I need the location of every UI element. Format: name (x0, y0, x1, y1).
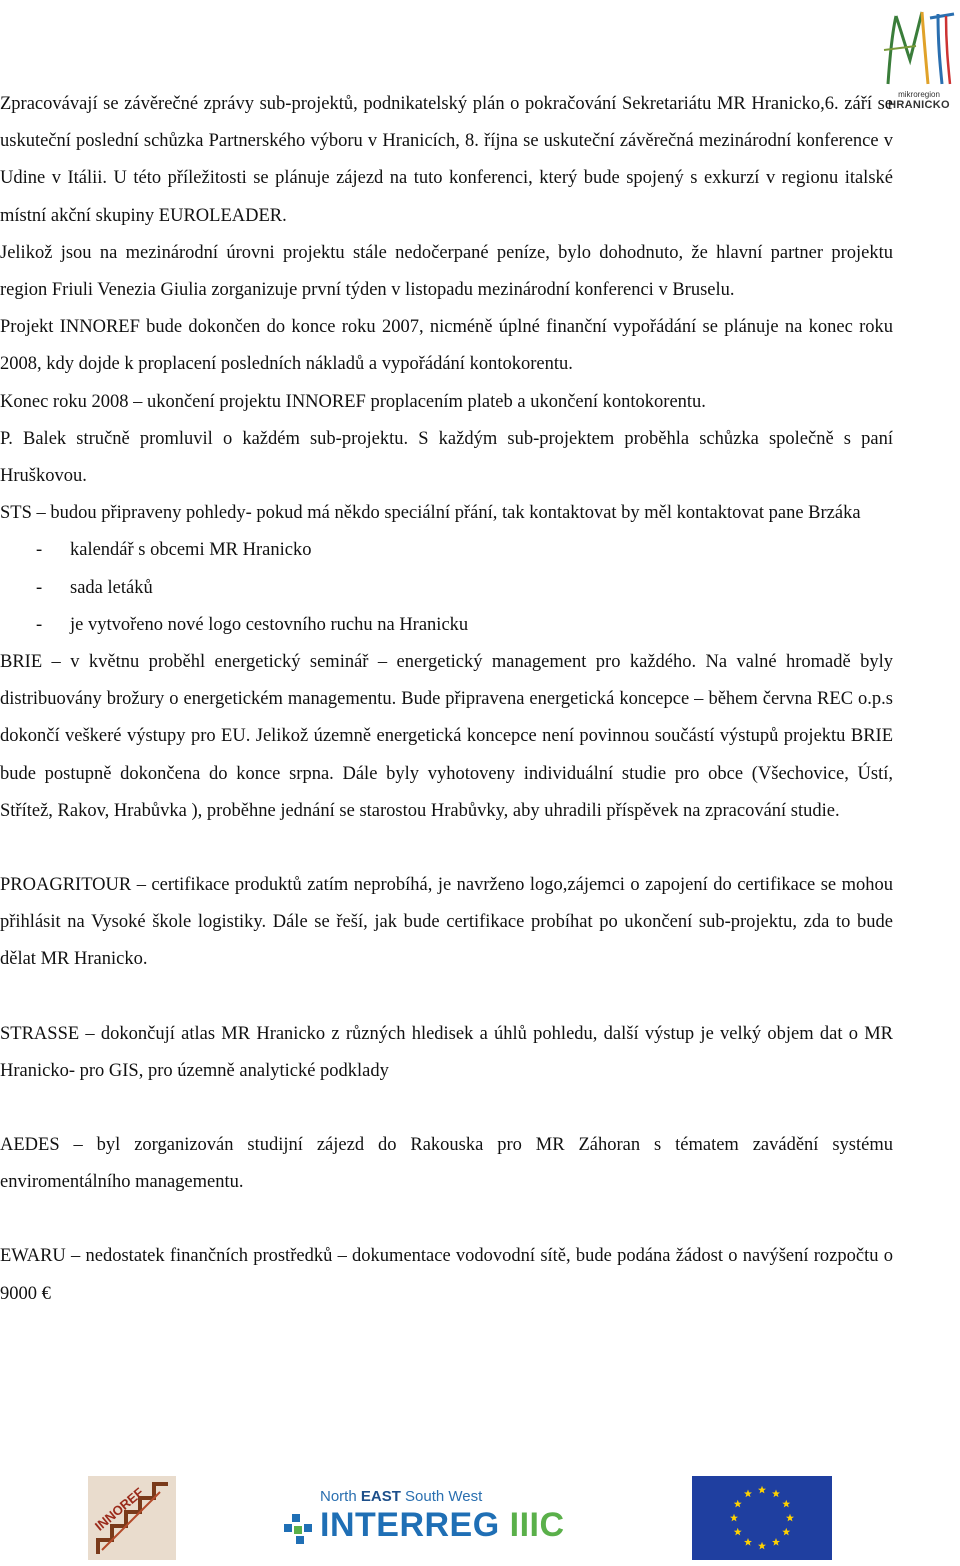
eu-flag (692, 1476, 832, 1560)
innoref-logo (88, 1476, 176, 1560)
interreg-program-line: North EAST South West (320, 1488, 483, 1505)
logo-caption-main: HRANICKO (888, 99, 950, 111)
document-body (0, 86, 893, 1313)
logo-caption-small: mikroregion (898, 90, 940, 99)
innoref-logo-image (88, 1476, 176, 1560)
paragraph-strasse: STRASSE – dokončují atlas MR Hranicko z různých hledisek a úhlů pohledu, další výstup je velký objem dat o MR Hranicko- pro GIS, pro územně analytické podklady (0, 1023, 893, 1081)
paragraph-proagritour: PROAGRITOUR – certifikace produktů zatím neprobíhá, je navrženo logo,zájemci o zapojení do certifikace se mohou přihlásit na Vysoké škole logistiky. Dále se řeší, jak bude certifikace probíhat po ukončení sub-projektu, zda to bude dělat MR Hranicko. (0, 875, 893, 970)
interreg-title: INTERREG IIIC (320, 1506, 565, 1544)
paragraph-innoref-completion: Projekt INNOREF bude dokončen do konce roku 2007, nicméně úplné finanční vypořádání se plánuje na konec roku 2008, kdy dojde k proplacení posledních nákladů a vypořádání kontokorentu. (0, 317, 893, 375)
list-item: - je vytvořeno nové logo cestovního ruchu na Hranicku (36, 614, 469, 635)
paragraph-subprojects: P. Balek stručně promluvil o každém sub-projektu. S každým sub-projektem proběhla schůzka společně s paní Hruškovou. (0, 428, 893, 487)
paragraph-brussels-conference: Jelikož jsou na mezinárodní úrovni projektu stále nedočerpané peníze, bylo dohodnuto, že hlavní partner projektu region Friuli Venezia Giulia zorganizuje první týden v listopadu mezinárodní konferenci v Bruselu. (0, 242, 893, 301)
eu-flag-image (692, 1476, 832, 1560)
sts-list (0, 532, 893, 644)
paragraph-reports: Zpracovávají se závěrečné zprávy sub-projektů, podnikatelský plán o pokračování Sekretariátu MR Hranicko,6. září se uskuteční poslední schůzka Partnerského výboru v Hranicích, 8. října se uskuteční závěrečná mezinárodní konference v Udine v Itálii. U této příležitosti se plánuje zájezd na tuto konferenci, který bude spojený s exkurzí v regionu italské místní akční skupiny EUROLEADER. (0, 94, 893, 226)
list-item: - sada letáků (36, 577, 153, 598)
interreg-logo (282, 1488, 582, 1554)
paragraph-innoref-end: Konec roku 2008 – ukončení projektu INNOREF proplacením plateb a ukončení kontokorentu. (0, 391, 706, 412)
paragraph-ewaru: EWARU – nedostatek finančních prostředků – dokumentace vodovodní sítě, bude podána žádost o navýšení rozpočtu o 9000 € (0, 1246, 893, 1304)
mikroregion-logo-mark (880, 4, 958, 90)
paragraph-aedes: AEDES – byl zorganizován studijní zájezd do Rakouska pro MR Záhoran s tématem zavádění systému enviromentálního managementu. (0, 1135, 893, 1193)
list-item: - kalendář s obcemi MR Hranicko (36, 540, 312, 561)
innoref-logo-text: INNOREF (91, 1484, 147, 1534)
interreg-squares-icon (282, 1500, 318, 1566)
paragraph-sts: STS – budou připraveny pohledy- pokud má někdo speciální přání, tak kontaktovat by měl kontaktovat pane Brzáka (0, 503, 861, 524)
paragraph-brie: BRIE – v květnu proběhl energetický seminář – energetický management pro každého. Na valné hromadě byly distribuovány brožury o energetickém managementu. Bude připravena energetická koncepce – během června REC o.p.s dokončí veškeré výstupy pro EU. Jelikož územně energetická koncepce není povinnou součástí výstupů projektu BRIE bude postupně dokončena do konce srpna. Dále byly vyhotoveny individuální studie pro obce (Všechovice, Ústí, Střítež, Rakov, Hrabůvka ), proběhne jednání se starostou Hrabůvky, aby uhradili příspěvek na zpracování studie. (0, 652, 893, 821)
